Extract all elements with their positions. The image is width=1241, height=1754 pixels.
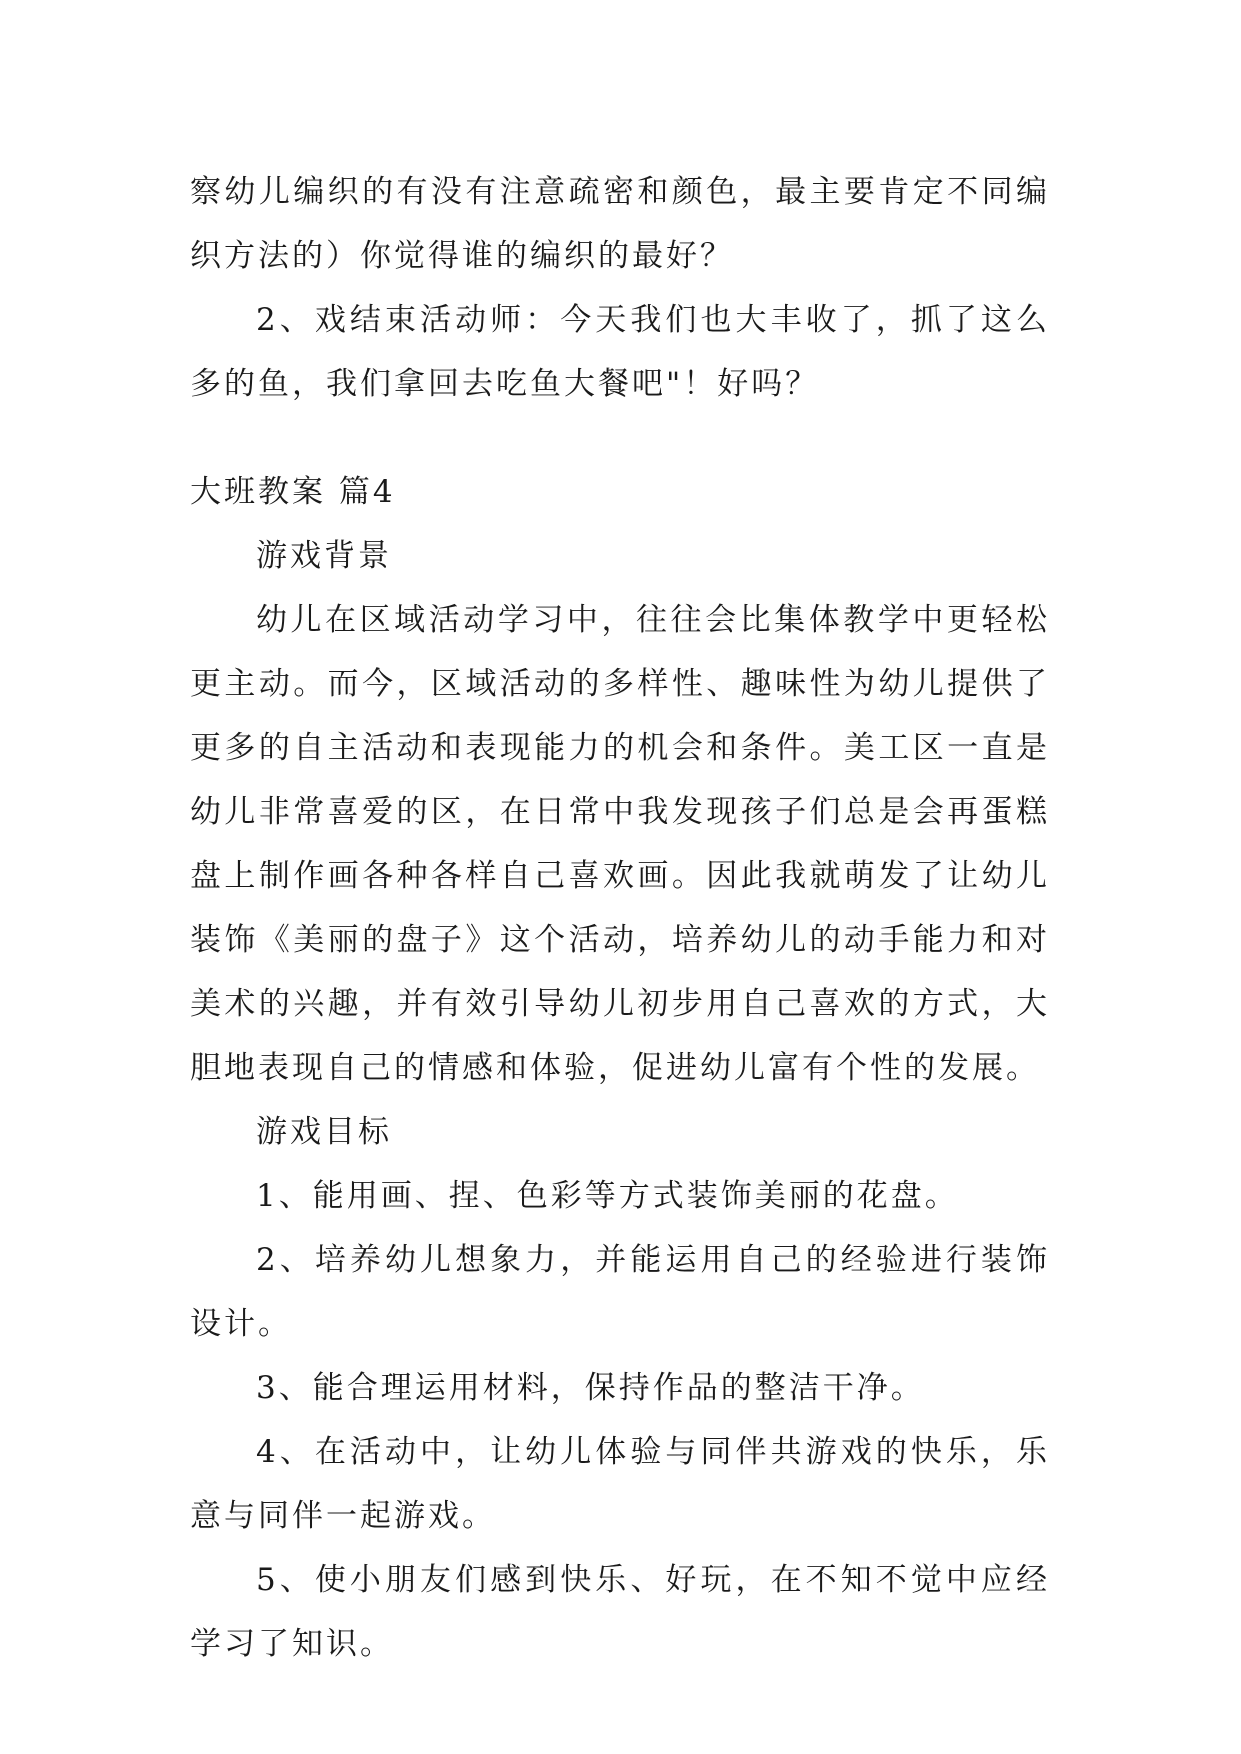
section-title: 大班教案 篇4 (190, 474, 396, 510)
goal-item: 2、培养幼儿想象力，并能运用自己的经验进行装饰设计。 (190, 1242, 1050, 1342)
goals-heading: 游戏目标 (256, 1114, 392, 1150)
document-page (190, 160, 1050, 1676)
closing-activity-paragraph: 2、戏结束活动师：今天我们也大丰收了，抓了这么多的鱼，我们拿回去吃鱼大餐吧"！好吗？ (190, 302, 1050, 402)
goal-item: 4、在活动中，让幼儿体验与同伴共游戏的快乐，乐意与同伴一起游戏。 (190, 1434, 1050, 1534)
goal-item: 3、能合理运用材料，保持作品的整洁干净。 (256, 1370, 925, 1406)
goal-item: 1、能用画、捏、色彩等方式装饰美丽的花盘。 (256, 1178, 959, 1214)
continuation-paragraph: 察幼儿编织的有没有注意疏密和颜色，最主要肯定不同编织方法的）你觉得谁的编织的最好？ (190, 174, 1050, 274)
goal-item: 5、使小朋友们感到快乐、好玩，在不知不觉中应经学习了知识。 (190, 1562, 1050, 1662)
background-paragraph: 幼儿在区域活动学习中，往往会比集体教学中更轻松更主动。而今，区域活动的多样性、趣味性为幼儿提供了更多的自主活动和表现能力的机会和条件。美工区一直是幼儿非常喜爱的区，在日常中我发现孩子们总是会再蛋糕盘上制作画各种各样自己喜欢画。因此我就萌发了让幼儿装饰《美丽的盘子》这个活动，培养幼儿的动手能力和对美术的兴趣，并有效引导幼儿初步用自己喜欢的方式，大胆地表现自己的情感和体验，促进幼儿富有个性的发展。 (190, 602, 1050, 1086)
section-gap (190, 416, 1050, 460)
background-heading: 游戏背景 (256, 538, 392, 574)
